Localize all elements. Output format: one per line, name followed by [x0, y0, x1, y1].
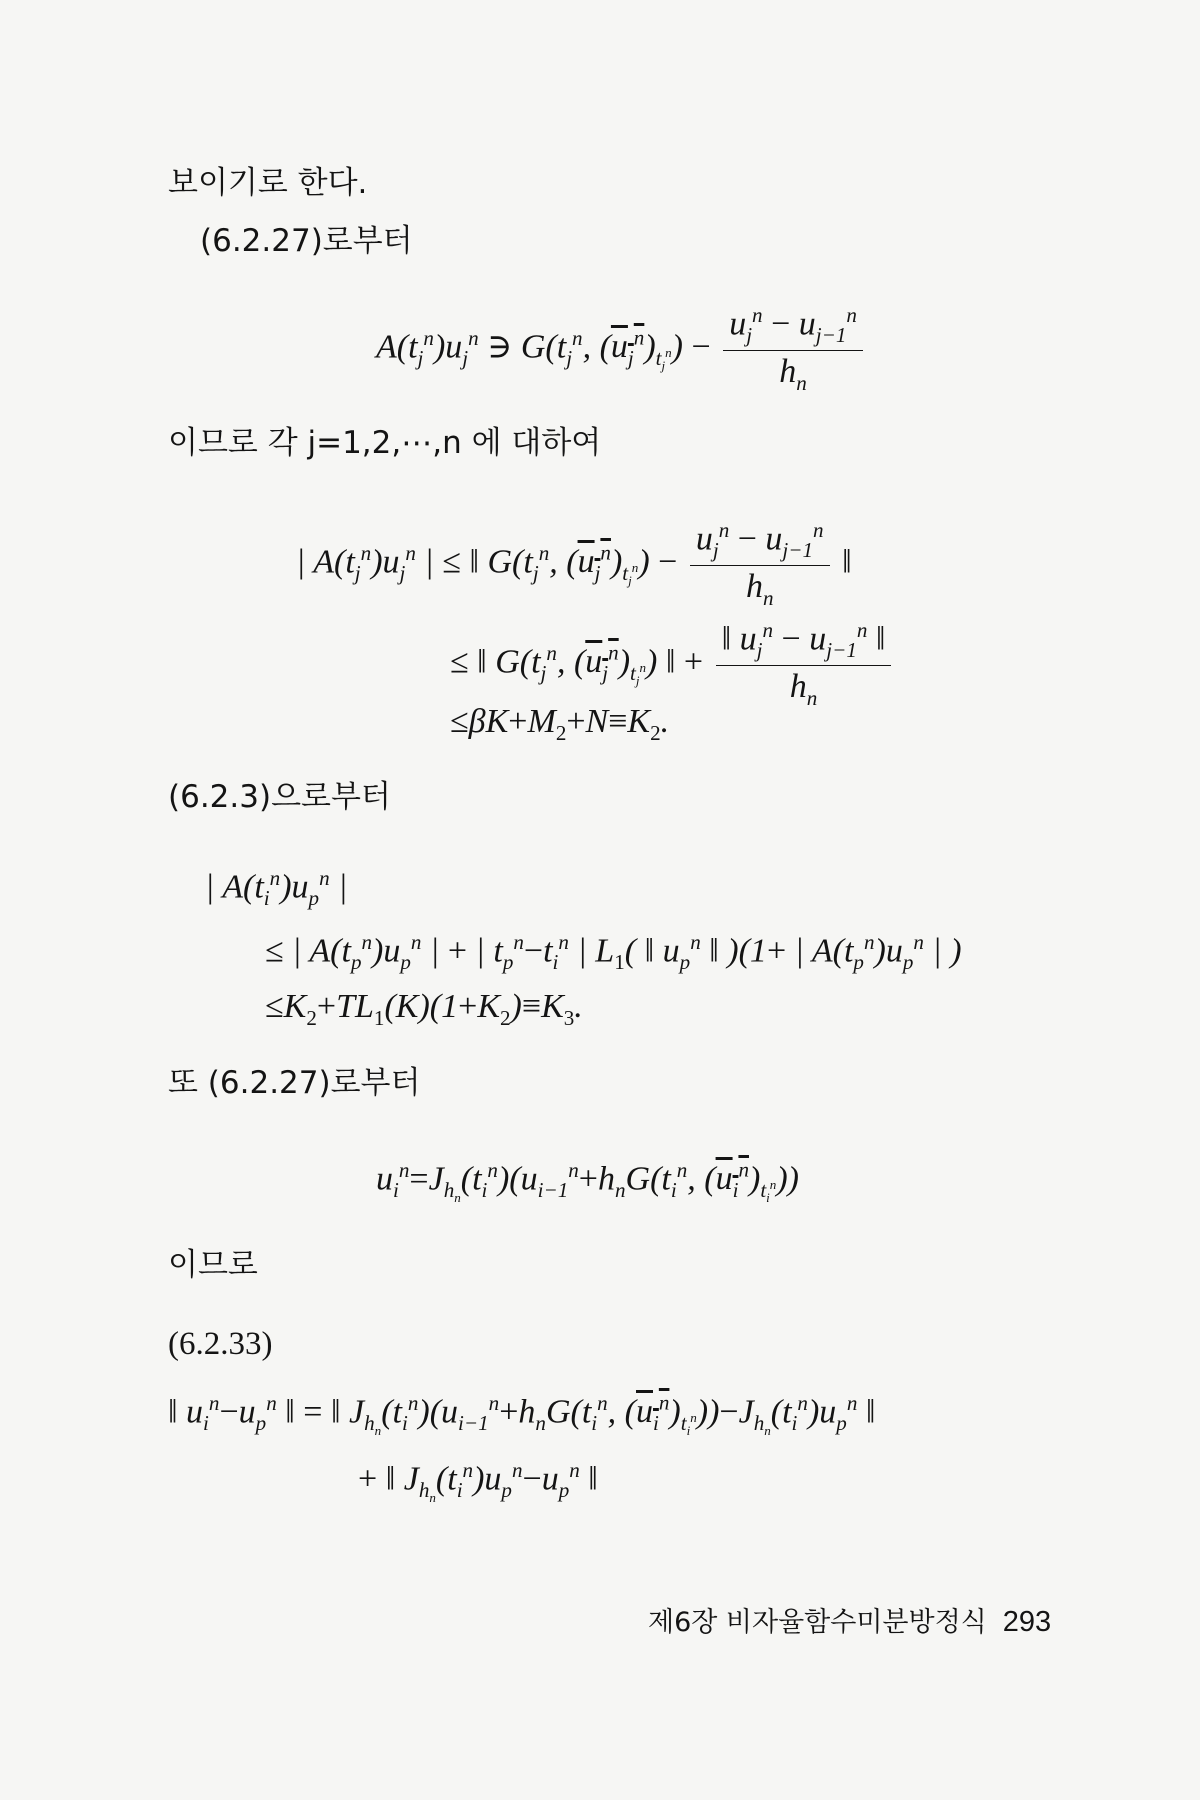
- equation-c-line-3: $\le K_2+TL_1(K)(1+K_2)\equiv K_3$.: [265, 988, 583, 1030]
- text-line-1: 보이기로 한다.: [168, 165, 368, 201]
- equation-number: (6.2.33): [168, 1326, 273, 1362]
- text-line-5: 또 (6.2.27)로부터: [168, 1065, 421, 1101]
- equation-b-line-3: $\le\beta K+M_2+N\equiv K_2$.: [450, 703, 670, 745]
- equation-b-line-2: ≤ ‖ $G(t_j^n$, $(u_j^n)_{t_j^n}$) ‖ + $\frac{‖ u_j^n - u_{j-1}^n ‖}{h_n}$: [450, 620, 895, 709]
- equation-c-line-2: ≤ | $A(t_p^n)u_p^n$ | + | $t_p^n-t_i^n$ | $L_1$( ‖ $u_p^n$ ‖ )(1+ | $A(t_p^n)u_p^n$ | ): [265, 930, 962, 975]
- equation-e-line-2: + ‖ $J_{h_n}(t_i^n)u_p^n-u_p^n$ ‖: [358, 1458, 598, 1506]
- page-number: 293: [1002, 1606, 1052, 1638]
- text-line-2: (6.2.27)로부터: [200, 223, 413, 259]
- text-line-4: (6.2.3)으로부터: [168, 779, 391, 815]
- equation-a: $A(t_j^n)u_j^n$ ∋ $G(t_j^n$, $(u_j^n)_{t_j^n}$) − $\frac{u_j^n - u_{j-1}^n}{h_n}$: [376, 305, 867, 394]
- page-footer: [648, 1600, 1051, 1639]
- equation-b-line-1: | $A(t_j^n)u_j^n$ | ≤ ‖ $G(t_j^n$, $(u_j^n)_{t_j^n}$) − $\frac{u_j^n - u_{j-1}^n}{h_n}$ ‖: [296, 518, 852, 610]
- equation-c-line-1: | $A(t_i^n)u_p^n$ |: [205, 866, 348, 911]
- equation-e-line-1: ‖ $u_i^n-u_p^n$ ‖ = ‖ $J_{h_n}(t_i^n)(u_{i-1}^n+h_nG(t_i^n$, $(u_i^n)_{t_i^n}))-J_{h_n}(t_i^n)u_p^n$ ‖: [168, 1391, 876, 1439]
- text-line-3: 이므로 각 j=1,2,⋯,n 에 대하여: [168, 425, 602, 461]
- equation-d: $u_i^n=J_{h_n}(t_i^n)(u_{i-1}^n+h_nG(t_i^n$, $(u_i^n)_{t_i^n}$)): [376, 1158, 799, 1206]
- chapter-title: 제6장 비자율함수미분방정식: [648, 1607, 987, 1638]
- text-line-6: 이므로: [168, 1247, 258, 1283]
